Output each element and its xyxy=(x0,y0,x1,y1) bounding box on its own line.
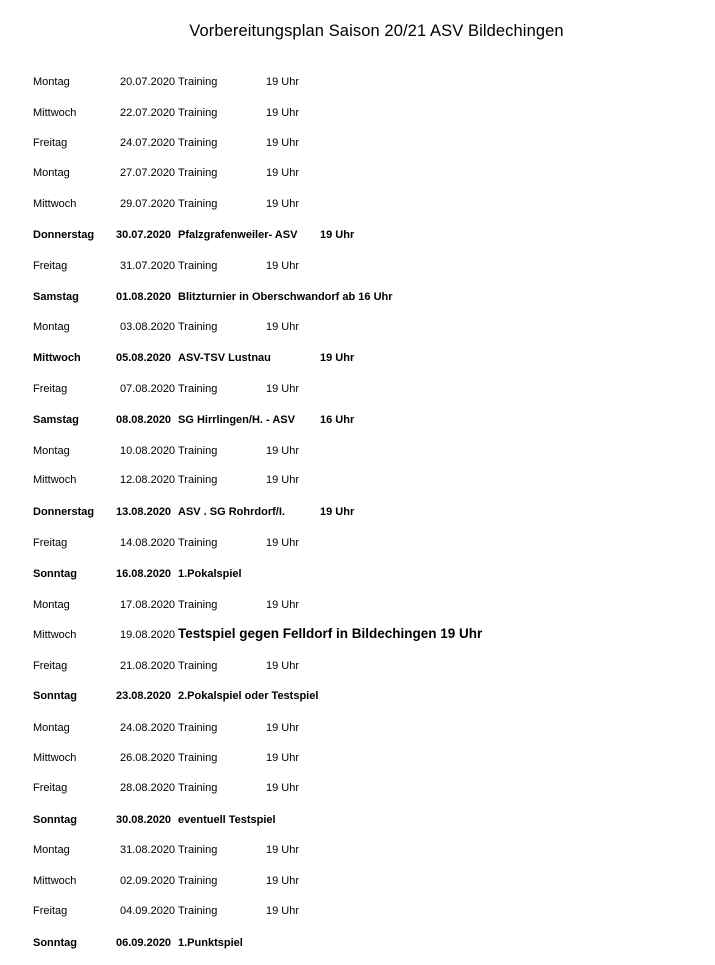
time: 16 Uhr xyxy=(320,414,355,426)
schedule-row xyxy=(0,722,715,742)
event: Pfalzgrafenweiler- ASV xyxy=(178,229,298,241)
schedule-row xyxy=(0,506,715,526)
date: 30.08.2020 xyxy=(116,814,172,826)
date: 29.07.2020 xyxy=(120,198,176,210)
date: 08.08.2020 xyxy=(116,414,172,426)
weekday: Samstag xyxy=(33,291,79,303)
event: Testspiel gegen Felldorf in Bildechingen 19 Uhr xyxy=(178,626,483,641)
date: 23.08.2020 xyxy=(116,690,172,702)
date: 05.08.2020 xyxy=(116,352,172,364)
time: 19 Uhr xyxy=(320,352,355,364)
event: Training xyxy=(178,321,218,333)
time: 19 Uhr xyxy=(266,474,300,486)
weekday: Samstag xyxy=(33,414,79,426)
schedule-row xyxy=(0,905,715,925)
weekday: Freitag xyxy=(33,660,68,672)
event: Training xyxy=(178,107,218,119)
weekday: Montag xyxy=(33,844,70,856)
weekday: Donnerstag xyxy=(33,506,95,518)
event: ASV . SG Rohrdorf/I. xyxy=(178,506,285,518)
event: Training xyxy=(178,722,218,734)
weekday: Montag xyxy=(33,167,70,179)
date: 28.08.2020 xyxy=(120,782,176,794)
time: 19 Uhr xyxy=(266,905,300,917)
date: 12.08.2020 xyxy=(120,474,176,486)
weekday: Montag xyxy=(33,445,70,457)
time: 19 Uhr xyxy=(266,752,300,764)
event: Training xyxy=(178,905,218,917)
schedule-row xyxy=(0,291,715,311)
date: 13.08.2020 xyxy=(116,506,172,518)
date: 31.07.2020 xyxy=(120,260,176,272)
weekday: Montag xyxy=(33,76,70,88)
time: 19 Uhr xyxy=(266,137,300,149)
event: Training xyxy=(178,445,218,457)
event: Training xyxy=(178,137,218,149)
time: 19 Uhr xyxy=(320,229,355,241)
schedule-row xyxy=(0,599,715,619)
schedule-row xyxy=(0,107,715,127)
weekday: Mittwoch xyxy=(33,474,77,486)
time: 19 Uhr xyxy=(266,198,300,210)
event: Training xyxy=(178,752,218,764)
event: Training xyxy=(178,76,218,88)
schedule-row xyxy=(0,198,715,218)
weekday: Mittwoch xyxy=(33,352,81,364)
date: 14.08.2020 xyxy=(120,537,176,549)
weekday: Freitag xyxy=(33,782,68,794)
event: Training xyxy=(178,383,218,395)
event: ASV-TSV Lustnau xyxy=(178,352,271,364)
time: 19 Uhr xyxy=(266,722,300,734)
weekday: Mittwoch xyxy=(33,629,77,641)
schedule-row xyxy=(0,568,715,588)
event: Training xyxy=(178,599,218,611)
event: Training xyxy=(178,260,218,272)
event: SG Hirrlingen/H. - ASV xyxy=(178,414,295,426)
schedule-row xyxy=(0,937,715,957)
event: Training xyxy=(178,537,218,549)
time: 19 Uhr xyxy=(266,537,300,549)
event: 2.Pokalspiel oder Testspiel xyxy=(178,690,319,702)
schedule-row xyxy=(0,445,715,465)
weekday: Freitag xyxy=(33,905,68,917)
time: 19 Uhr xyxy=(266,167,300,179)
date: 02.09.2020 xyxy=(120,875,176,887)
weekday: Montag xyxy=(33,722,70,734)
time: 19 Uhr xyxy=(266,445,300,457)
weekday: Sonntag xyxy=(33,690,77,702)
time: 19 Uhr xyxy=(266,599,300,611)
time: 19 Uhr xyxy=(266,321,300,333)
time: 19 Uhr xyxy=(266,660,300,672)
weekday: Donnerstag xyxy=(33,229,95,241)
schedule-row xyxy=(0,875,715,895)
date: 24.07.2020 xyxy=(120,137,176,149)
schedule-row xyxy=(0,321,715,341)
date: 24.08.2020 xyxy=(120,722,176,734)
date: 04.09.2020 xyxy=(120,905,176,917)
time: 19 Uhr xyxy=(266,782,300,794)
date: 06.09.2020 xyxy=(116,937,172,949)
weekday: Mittwoch xyxy=(33,752,77,764)
schedule-row xyxy=(0,383,715,403)
schedule-row xyxy=(0,660,715,680)
weekday: Mittwoch xyxy=(33,875,77,887)
schedule-row xyxy=(0,137,715,157)
weekday: Montag xyxy=(33,321,70,333)
weekday: Sonntag xyxy=(33,568,77,580)
schedule-row xyxy=(0,626,715,649)
schedule-row xyxy=(0,352,715,372)
date: 21.08.2020 xyxy=(120,660,176,672)
event: Training xyxy=(178,167,218,179)
date: 27.07.2020 xyxy=(120,167,176,179)
event: 1.Pokalspiel xyxy=(178,568,242,580)
schedule-row xyxy=(0,782,715,802)
schedule-row xyxy=(0,474,715,494)
date: 19.08.2020 xyxy=(120,629,176,641)
time: 19 Uhr xyxy=(266,107,300,119)
date: 20.07.2020 xyxy=(120,76,176,88)
event: Training xyxy=(178,660,218,672)
schedule-row xyxy=(0,260,715,280)
time: 19 Uhr xyxy=(266,260,300,272)
date: 31.08.2020 xyxy=(120,844,176,856)
schedule-row xyxy=(0,414,715,434)
schedule-row xyxy=(0,814,715,834)
date: 26.08.2020 xyxy=(120,752,176,764)
schedule-row xyxy=(0,167,715,187)
weekday: Sonntag xyxy=(33,937,77,949)
date: 16.08.2020 xyxy=(116,568,172,580)
event: Blitzturnier in Oberschwandorf ab 16 Uhr xyxy=(178,291,393,303)
weekday: Freitag xyxy=(33,383,68,395)
schedule-row xyxy=(0,76,715,96)
weekday: Sonntag xyxy=(33,814,77,826)
schedule-row xyxy=(0,752,715,772)
event: Training xyxy=(178,474,218,486)
schedule-row xyxy=(0,844,715,864)
weekday: Freitag xyxy=(33,260,68,272)
time: 19 Uhr xyxy=(266,383,300,395)
event: Training xyxy=(178,782,218,794)
weekday: Freitag xyxy=(33,137,68,149)
weekday: Montag xyxy=(33,599,70,611)
date: 30.07.2020 xyxy=(116,229,172,241)
date: 01.08.2020 xyxy=(116,291,172,303)
date: 07.08.2020 xyxy=(120,383,176,395)
event: 1.Punktspiel xyxy=(178,937,243,949)
event: Training xyxy=(178,198,218,210)
weekday: Mittwoch xyxy=(33,107,77,119)
schedule-row xyxy=(0,690,715,710)
schedule-row xyxy=(0,537,715,557)
date: 17.08.2020 xyxy=(120,599,176,611)
event: eventuell Testspiel xyxy=(178,814,276,826)
schedule-row xyxy=(0,229,715,249)
event: Training xyxy=(178,875,218,887)
date: 22.07.2020 xyxy=(120,107,176,119)
date: 03.08.2020 xyxy=(120,321,176,333)
time: 19 Uhr xyxy=(266,76,300,88)
time: 19 Uhr xyxy=(320,506,355,518)
time: 19 Uhr xyxy=(266,875,300,887)
weekday: Freitag xyxy=(33,537,68,549)
event: Training xyxy=(178,844,218,856)
time: 19 Uhr xyxy=(266,844,300,856)
weekday: Mittwoch xyxy=(33,198,77,210)
page-title: Vorbereitungsplan Saison 20/21 ASV Bildechingen xyxy=(189,22,564,40)
date: 10.08.2020 xyxy=(120,445,176,457)
